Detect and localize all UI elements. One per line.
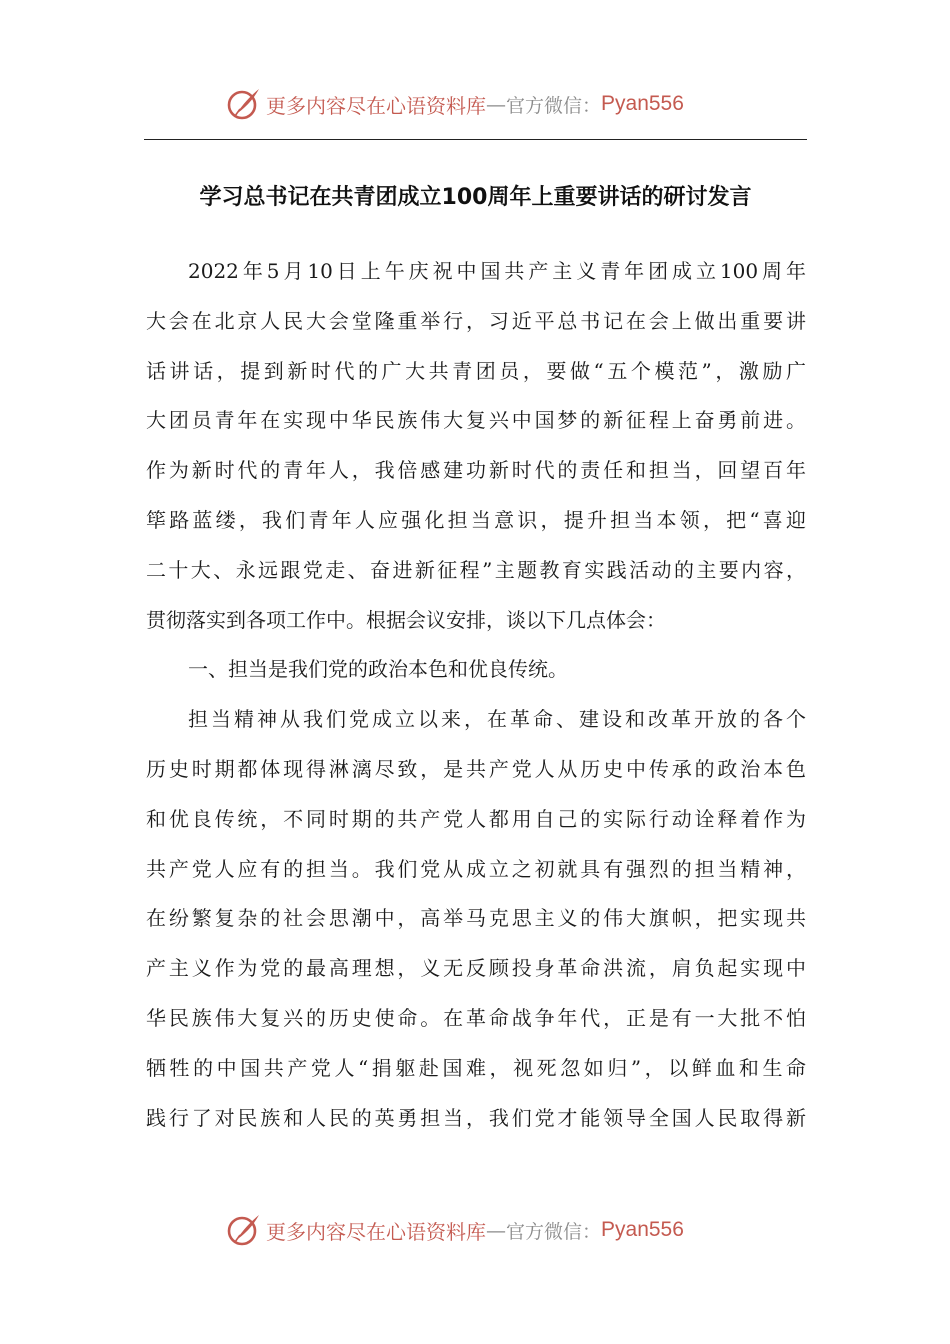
banner-wechat-id: Pyan556	[601, 1218, 684, 1241]
paragraph-line: 贯彻落实到各项工作中。根据会议安排，谈以下几点体会：	[146, 607, 666, 632]
banner-separator: —	[486, 92, 506, 116]
banner-separator: —	[486, 1218, 506, 1242]
paragraph-line: 共产党人应有的担当。我们党从成立之初就具有强烈的担当精神，	[146, 856, 806, 881]
banner-wechat-label: 官方微信：	[506, 1220, 602, 1243]
paragraph-line: 和优良传统，不同时期的共产党人都用自己的实际行动诠释着作为	[146, 806, 806, 831]
document-title: 学习总书记在共青团成立100周年上重要讲话的研讨发言	[199, 185, 752, 210]
paragraph-line: 践行了对民族和人民的英勇担当，我们党才能领导全国人民取得新	[146, 1105, 806, 1130]
banner-wechat-id: Pyan556	[601, 92, 684, 115]
banner-main-text: 更多内容尽在心语资料库	[266, 1219, 486, 1244]
section-heading: 一、担当是我们党的政治本色和优良传统。	[188, 657, 568, 682]
header-banner	[0, 82, 950, 126]
paragraph-line: 2022年5月10日上午庆祝中国共产主义青年团成立100周年	[188, 259, 806, 283]
banner-wechat-label: 官方微信：	[506, 94, 602, 117]
paragraph-line: 华民族伟大复兴的历史使命。在革命战争年代，正是有一大批不怕	[146, 1005, 806, 1030]
paragraph-line: 筚路蓝缕，我们青年人应强化担当意识，提升担当本领，把“喜迎	[146, 507, 806, 532]
paragraph-line: 担当精神从我们党成立以来，在革命、建设和改革开放的各个	[188, 707, 806, 732]
banner-main-text: 更多内容尽在心语资料库	[266, 93, 486, 118]
quill-pen-circle-icon	[226, 86, 262, 122]
document-body	[146, 256, 806, 1152]
paragraph-line: 在纷繁复杂的社会思潮中，高举马克思主义的伟大旗帜，把实现共	[146, 906, 806, 931]
paragraph-line: 大团员青年在实现中华民族伟大复兴中国梦的新征程上奋勇前进。	[146, 408, 806, 433]
paragraph-line: 产主义作为党的最高理想，义无反顾投身革命洪流，肩负起实现中	[146, 956, 806, 981]
header-divider	[144, 139, 807, 140]
paragraph-line: 二十大、永远跟党走、奋进新征程”主题教育实践活动的主要内容，	[146, 557, 806, 582]
paragraph-line: 历史时期都体现得淋漓尽致，是共产党人从历史中传承的政治本色	[146, 756, 806, 781]
quill-pen-circle-icon	[226, 1212, 262, 1248]
paragraph-line: 话讲话，提到新时代的广大共青团员，要做“五个模范”，激励广	[146, 358, 806, 383]
paragraph-line: 作为新时代的青年人，我倍感建功新时代的责任和担当，回望百年	[146, 458, 806, 483]
paragraph-line: 大会在北京人民大会堂隆重举行，习近平总书记在会上做出重要讲	[146, 308, 806, 333]
paragraph-line: 牺牲的中国共产党人“捐躯赴国难，视死忽如归”，以鲜血和生命	[146, 1055, 806, 1080]
footer-banner	[0, 1208, 950, 1252]
